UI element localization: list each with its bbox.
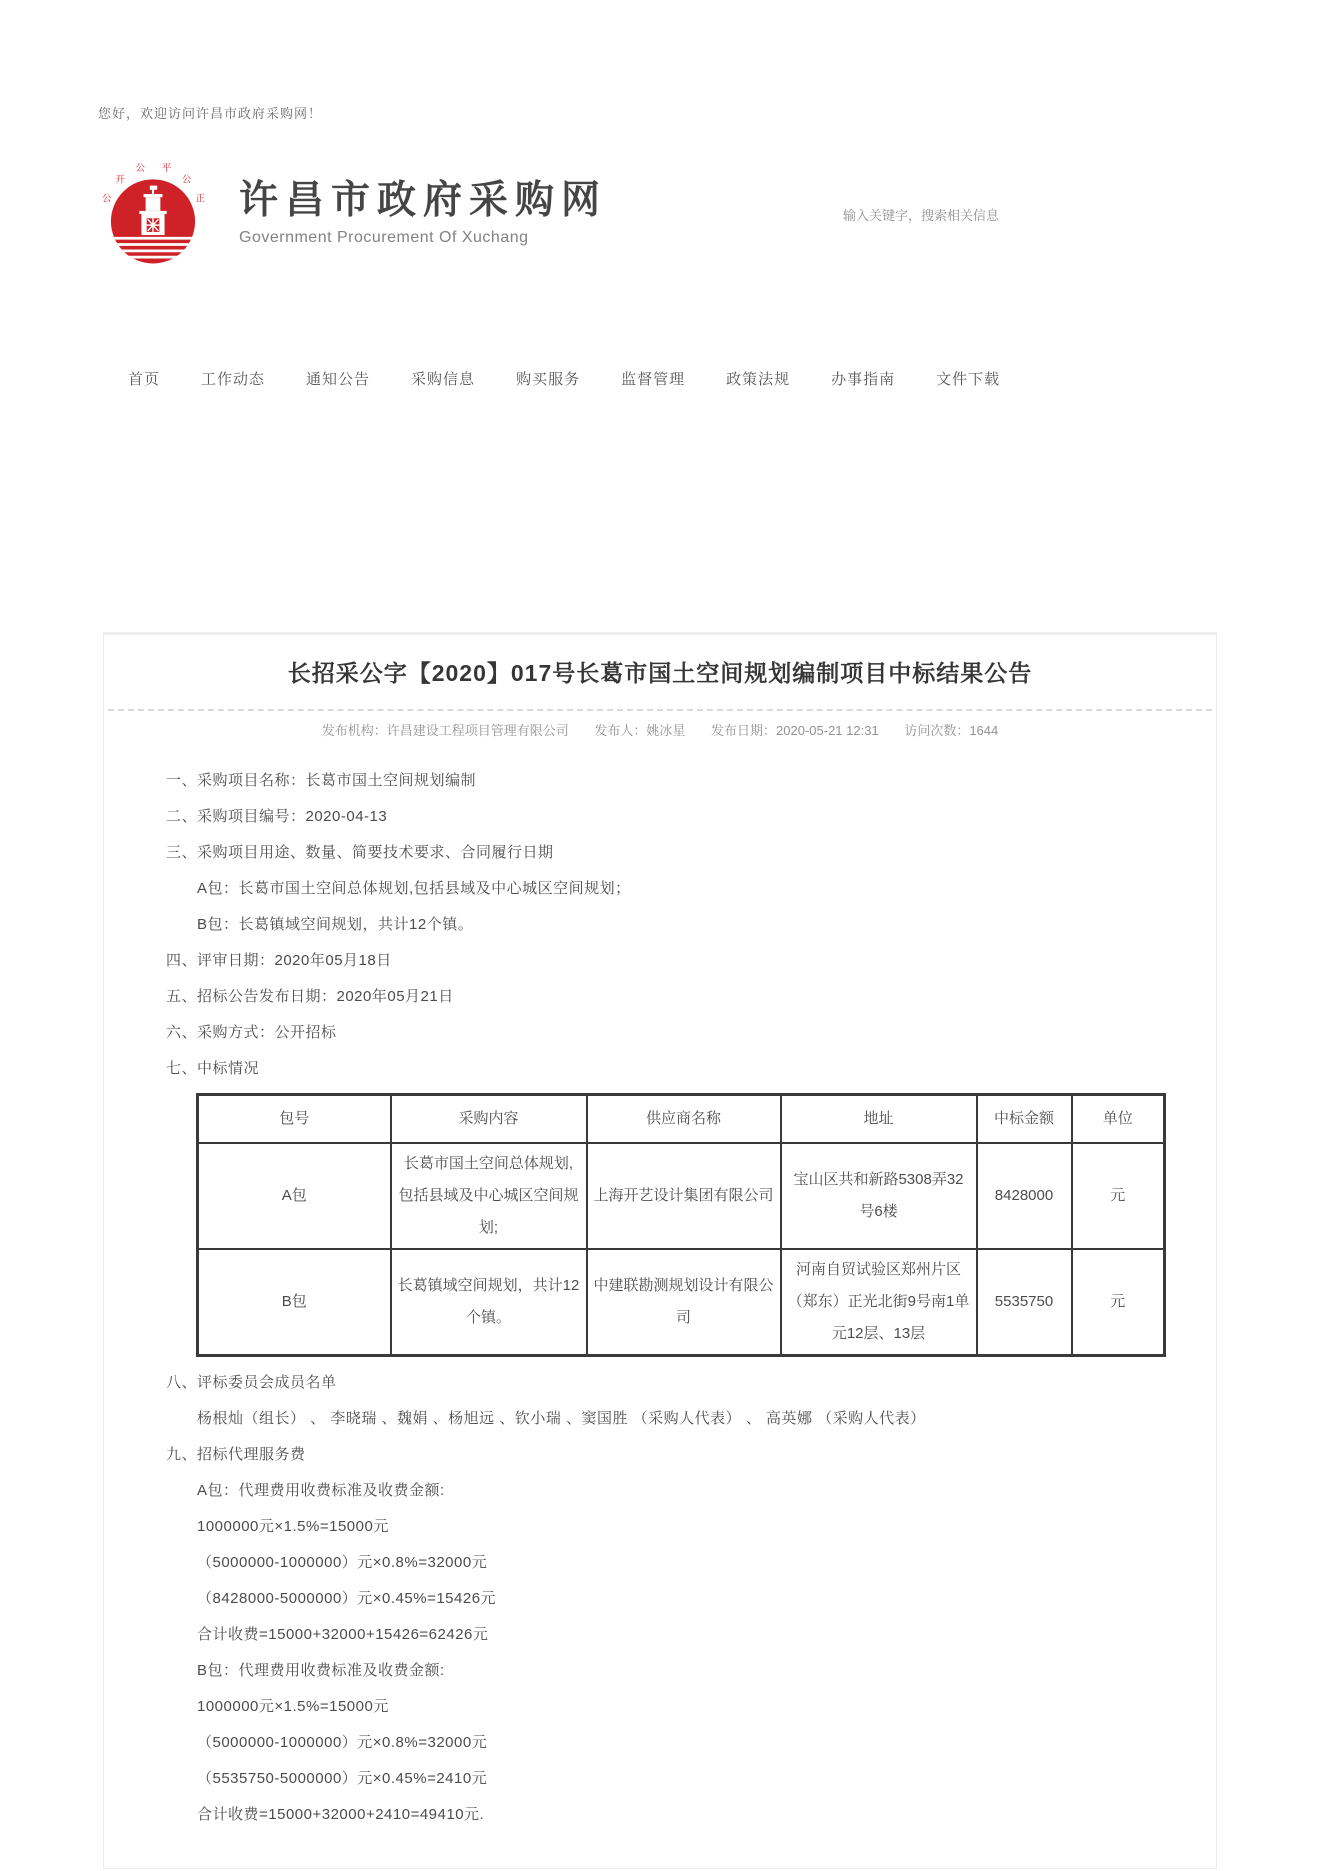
line-review-date: 四、评审日期：2020年05月18日 bbox=[166, 952, 392, 969]
welcome-text: 您好，欢迎访问许昌市政府采购网！ bbox=[98, 106, 323, 121]
government-procurement-emblem-icon bbox=[95, 152, 211, 274]
svg-text:公: 公 bbox=[135, 162, 146, 174]
table-header-row bbox=[198, 1095, 1165, 1144]
nav-item-policies[interactable]: 政策法规 bbox=[726, 371, 791, 388]
svg-text:正: 正 bbox=[195, 193, 206, 205]
nav-item-work-news[interactable]: 工作动态 bbox=[201, 371, 266, 388]
bid-result-table bbox=[196, 1093, 1166, 1357]
table-row-package-b bbox=[198, 1249, 1165, 1356]
col-package: 包号 bbox=[198, 1095, 391, 1144]
cell-content: 长葛镇域空间规划，共计12个镇。 bbox=[391, 1249, 587, 1356]
cell-amount: 8428000 bbox=[977, 1143, 1072, 1249]
line-package-b-scope: B包：长葛镇域空间规划，共计12个镇。 bbox=[197, 916, 474, 933]
announcement-body bbox=[104, 745, 1216, 1833]
line-agency-fee-heading: 九、招标代理服务费 bbox=[166, 1446, 306, 1463]
cell-address: 宝山区共和新路5308弄32号6楼 bbox=[781, 1143, 977, 1249]
meta-visit-count: 访问次数：1644 bbox=[904, 723, 999, 738]
announcement-title: 长招采公字【2020】017号长葛市国土空间规划编制项目中标结果公告 bbox=[287, 660, 1033, 686]
line-fee-b-heading: B包：代理费用收费标准及收费金额: bbox=[197, 1662, 445, 1679]
cell-package: A包 bbox=[198, 1143, 391, 1249]
line-fee-a-heading: A包：代理费用收费标准及收费金额: bbox=[197, 1482, 445, 1499]
col-address: 地址 bbox=[781, 1095, 977, 1144]
nav-item-purchase-services[interactable]: 购买服务 bbox=[516, 371, 581, 388]
nav-item-downloads[interactable]: 文件下载 bbox=[936, 371, 1001, 388]
search-input[interactable] bbox=[843, 204, 1083, 227]
line-package-a-scope: A包：长葛市国土空间总体规划,包括县域及中心城区空间规划； bbox=[197, 880, 631, 897]
line-project-name: 一、采购项目名称：长葛市国土空间规划编制 bbox=[166, 772, 477, 789]
line-committee-members: 杨根灿（组长） 、 李晓瑞 、魏娟 、杨旭远 、钦小瑞 、窦国胜 （采购人代表） 、 高英娜 （采购人代表） bbox=[197, 1410, 926, 1427]
site-title: 许昌市政府采购网 bbox=[239, 179, 608, 222]
nav-item-supervision[interactable]: 监督管理 bbox=[621, 371, 686, 388]
cell-supplier: 中建联勘测规划设计有限公司 bbox=[587, 1249, 781, 1356]
line-project-requirements: 三、采购项目用途、数量、简要技术要求、合同履行日期 bbox=[166, 844, 554, 861]
line-fee-b-tier2: （5000000-1000000）元×0.8%=32000元 bbox=[197, 1734, 488, 1751]
svg-text:公: 公 bbox=[181, 174, 192, 186]
col-supplier: 供应商名称 bbox=[587, 1095, 781, 1144]
cell-unit: 元 bbox=[1072, 1249, 1165, 1356]
cell-amount: 5535750 bbox=[977, 1249, 1072, 1356]
col-amount: 中标金额 bbox=[977, 1095, 1072, 1144]
line-project-number: 二、采购项目编号：2020-04-13 bbox=[166, 808, 388, 825]
site-header bbox=[95, 152, 1225, 282]
cell-address: 河南自贸试验区郑州片区（郑东）正光北街9号南1单元12层、13层 bbox=[781, 1249, 977, 1356]
line-fee-a-total: 合计收费=15000+32000+15426=62426元 bbox=[197, 1626, 489, 1643]
meta-publisher: 发布人：姚冰星 bbox=[594, 723, 686, 738]
announcement-meta bbox=[104, 711, 1216, 745]
svg-text:开: 开 bbox=[115, 174, 126, 186]
line-fee-b-tier1: 1000000元×1.5%=15000元 bbox=[197, 1698, 389, 1715]
main-nav bbox=[128, 368, 1000, 389]
svg-text:公: 公 bbox=[101, 193, 112, 205]
col-content: 采购内容 bbox=[391, 1095, 587, 1144]
line-fee-a-tier1: 1000000元×1.5%=15000元 bbox=[197, 1518, 389, 1535]
nav-item-home[interactable]: 首页 bbox=[128, 371, 161, 388]
cell-package: B包 bbox=[198, 1249, 391, 1356]
line-procurement-method: 六、采购方式：公开招标 bbox=[166, 1024, 337, 1041]
announcement-card bbox=[103, 632, 1217, 1869]
meta-agency: 发布机构：许昌建设工程项目管理有限公司 bbox=[321, 723, 569, 738]
site-subtitle: Government Procurement Of Xuchang bbox=[239, 228, 529, 246]
meta-publish-date: 发布日期：2020-05-21 12:31 bbox=[711, 723, 879, 738]
line-announcement-date: 五、招标公告发布日期：2020年05月21日 bbox=[166, 988, 454, 1005]
svg-text:平: 平 bbox=[161, 162, 172, 174]
nav-item-notices[interactable]: 通知公告 bbox=[306, 371, 371, 388]
line-fee-a-tier3: （8428000-5000000）元×0.45%=15426元 bbox=[197, 1590, 497, 1607]
line-fee-b-total: 合计收费=15000+32000+2410=49410元. bbox=[197, 1806, 485, 1823]
nav-item-service-guide[interactable]: 办事指南 bbox=[831, 371, 896, 388]
line-fee-a-tier2: （5000000-1000000）元×0.8%=32000元 bbox=[197, 1554, 488, 1571]
col-unit: 单位 bbox=[1072, 1095, 1165, 1144]
line-committee-heading: 八、评标委员会成员名单 bbox=[166, 1374, 337, 1391]
cell-unit: 元 bbox=[1072, 1143, 1165, 1249]
cell-content: 长葛市国土空间总体规划,包括县域及中心城区空间规划; bbox=[391, 1143, 587, 1249]
line-fee-b-tier3: （5535750-5000000）元×0.45%=2410元 bbox=[197, 1770, 488, 1787]
cell-supplier: 上海开艺设计集团有限公司 bbox=[587, 1143, 781, 1249]
nav-item-procurement-info[interactable]: 采购信息 bbox=[411, 371, 476, 388]
table-row-package-a bbox=[198, 1143, 1165, 1249]
line-bid-result-heading: 七、中标情况 bbox=[166, 1060, 260, 1077]
search-area bbox=[843, 204, 1093, 227]
